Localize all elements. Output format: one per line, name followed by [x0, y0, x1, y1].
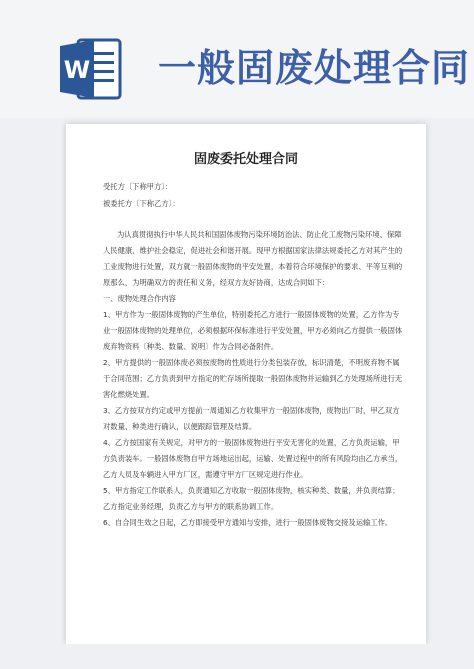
- clause-item: 5、甲方指定工作联系人，负责通知乙方收取一般固体废物，核实种类、数量，并负责结算；乙方指定业务经理，负责乙方与甲方的联系协调工作。: [103, 486, 400, 511]
- document-body: [103, 227, 403, 531]
- clause-item: 4、乙方按国家有关规定，对甲方的一般固体废物进行平安无害化的处置，乙方负责运输，甲方负责装车。一般固体废物自甲方场地运出起，运输、处置过程中的所有风险均由乙方承当，乙方人员及车辆进入甲方厂区，需遵守甲方厂区规定进行作业。: [103, 438, 403, 479]
- document-page: [66, 124, 426, 644]
- party-b-line: 被委托方〔下称乙方〕：: [103, 199, 180, 208]
- banner: [0, 0, 474, 118]
- clause-item: 3、乙方按双方约定或甲方提前一周通知乙方收集甲方一般固体废物，废物出厂时，甲乙双方对数量、种类进行确认，以便跟踪管理及结算。: [103, 406, 400, 431]
- banner-title: 一般固废处理合同: [158, 46, 471, 90]
- clause-item: 2、甲方提供的一般固体废必须按废物的性质进行分类包装存放，标识清楚，不明废弃物不属于合同范围；乙方负责到甲方指定的贮存场所提取一般固体废物并运输到乙方处理场所进行无害化燃烧处置。: [103, 358, 403, 399]
- section-heading: 一、废物处理合作内容: [103, 294, 176, 303]
- page-background-footer: [0, 644, 474, 669]
- clause-item: 6、自合同生效之日起，乙方即接受甲方通知与安排，进行一般固体废物交接及运输工作。: [103, 518, 393, 527]
- svg-text:W: W: [63, 56, 91, 84]
- intro-paragraph: 为认真贯彻执行中华人民共和国固体废物污染环境防治法、防止化工废物污染环境、保障人民健康，维护社会稳定，促进社会和谐开展。现甲方根据国家法律法规委托乙方对其产生的工业废物进行处置，双方就一般固体废物的平安处置，本着符合环境保护的要求、平等互利的原那么，为明确双方的责任和义务，经双方友好协商，达成合同如下：: [103, 230, 403, 287]
- clause-item: 1、甲方作为一般固体废物的产生单位，特别委托乙方进行一般固体废物的处置，乙方作为专业一般固体废物的处理单位，必须根据环保标准进行平安处置，甲方必须向乙方提供一般固体废弃物资料〔种类、数量、说明〕作为合同必备附件。: [103, 310, 403, 351]
- party-a-line: 受托方〔下称甲方〕：: [103, 182, 173, 191]
- word-document-icon: [56, 34, 126, 104]
- document-title: 固废委托处理合同: [193, 152, 298, 167]
